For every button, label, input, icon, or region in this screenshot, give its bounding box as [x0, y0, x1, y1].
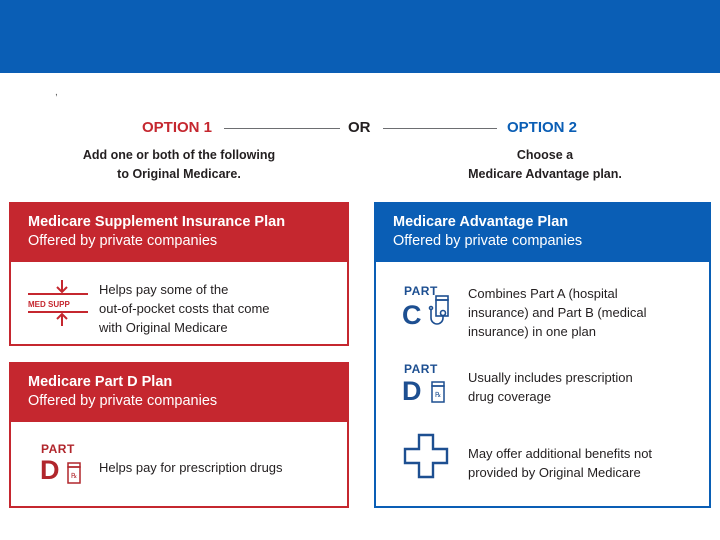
option-1-desc-line: Add one or both of the following	[82, 148, 276, 162]
part-d-description: Helps pay for prescription drugs	[99, 460, 283, 475]
part-c-desc-line: insurance) in one plan	[468, 324, 596, 339]
arrows-icon	[28, 280, 88, 332]
option-2-desc-line: Choose a	[516, 148, 574, 162]
part-word: PART	[404, 362, 438, 376]
pill-bottle-icon	[67, 462, 81, 484]
medigap-card	[9, 202, 349, 346]
advantage-card-subtitle: Offered by private companies	[393, 233, 583, 249]
part-d-card-subtitle: Offered by private companies	[28, 393, 218, 409]
part-word: PART	[404, 284, 438, 298]
divider-line-left	[224, 128, 340, 129]
part-letter: D	[40, 455, 60, 485]
medigap-card-title: Medicare Supplement Insurance Plan	[28, 214, 286, 230]
part-d-card-title: Medicare Part D Plan	[28, 374, 173, 390]
part-d-desc-line: drug coverage	[468, 389, 552, 404]
extra-benefits-description	[468, 444, 652, 482]
part-d-card-header	[11, 364, 347, 422]
option-1-label: OPTION 1	[142, 119, 213, 136]
svg-text:℞: ℞	[435, 392, 442, 399]
header-banner	[0, 0, 720, 73]
option-1-desc-line: to Original Medicare.	[117, 167, 241, 181]
stethoscope-icon	[428, 296, 458, 332]
part-d-coverage-description	[468, 368, 633, 406]
part-letter: D	[402, 376, 422, 406]
plus-cross-icon	[404, 434, 448, 478]
option-2-description	[430, 146, 660, 184]
header-mark: ,	[55, 87, 58, 98]
pill-bottle-icon	[431, 381, 445, 403]
option-2-label: OPTION 2	[507, 119, 578, 136]
part-letter: C	[402, 300, 422, 330]
part-d-card	[9, 362, 349, 508]
medigap-card-subtitle: Offered by private companies	[28, 233, 218, 249]
part-d-desc-line: Usually includes prescription	[468, 370, 633, 385]
advantage-card	[374, 202, 711, 508]
part-c-description	[468, 284, 646, 341]
svg-text:℞: ℞	[71, 473, 78, 480]
part-c-desc-line: insurance) and Part B (medical	[468, 305, 647, 320]
or-label: OR	[348, 119, 371, 136]
medigap-card-header	[11, 204, 347, 262]
advantage-card-header	[376, 204, 709, 262]
medigap-description	[99, 280, 270, 337]
extra-benefits-desc-line: May offer additional benefits not	[468, 446, 653, 461]
medigap-desc-line: with Original Medicare	[99, 320, 228, 335]
option-2-desc-line: Medicare Advantage plan.	[468, 167, 622, 181]
medigap-desc-line: Helps pay some of the	[99, 282, 229, 297]
med-supp-label: MED SUPP	[28, 300, 70, 309]
part-c-desc-line: Combines Part A (hospital	[468, 286, 618, 301]
part-word: PART	[41, 442, 75, 456]
divider-line-right	[383, 128, 497, 129]
advantage-card-title: Medicare Advantage Plan	[393, 214, 569, 230]
option-1-description	[58, 146, 300, 184]
extra-benefits-desc-line: provided by Original Medicare	[468, 465, 641, 480]
medigap-desc-line: out-of-pocket costs that come	[99, 301, 270, 316]
